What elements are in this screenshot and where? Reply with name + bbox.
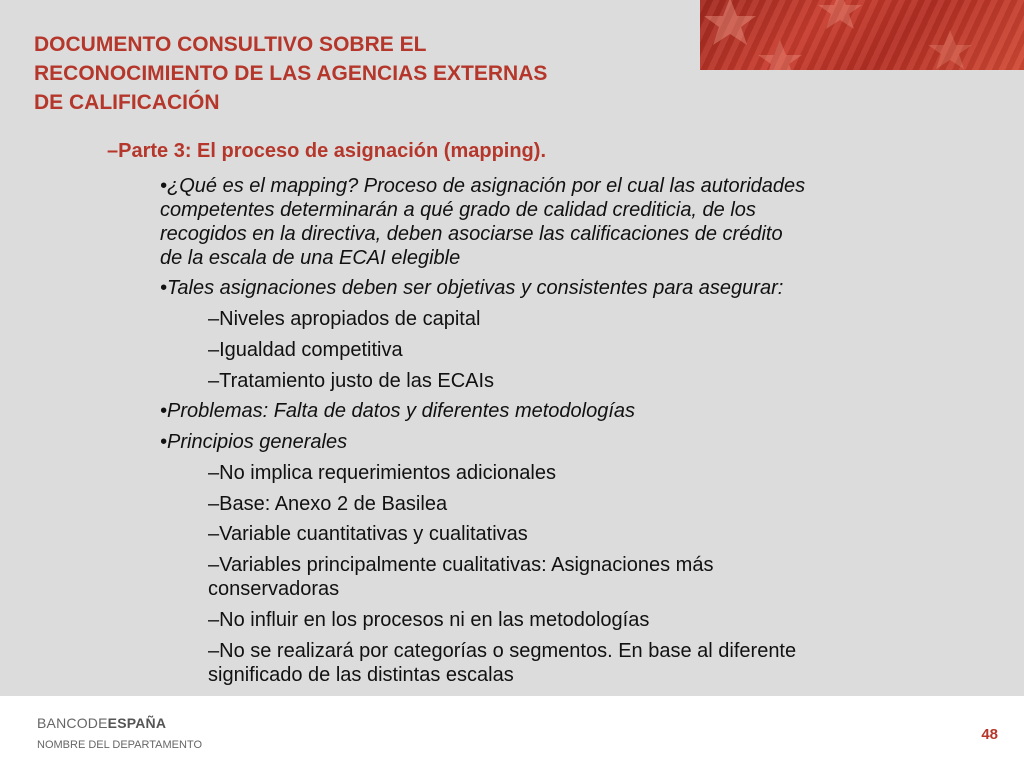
section-heading: –Parte 3: El proceso de asignación (mapping).: [107, 140, 546, 162]
sub-item: –Base: Anexo 2 de Basilea: [208, 493, 448, 515]
text-line: –No se realizará por categorías o segmentos. En base al diferente: [208, 640, 797, 662]
slide-title: [34, 30, 694, 117]
star-decoration-icon: [700, 0, 1024, 70]
text-line: competentes determinarán a qué grado de calidad crediticia, de los: [160, 199, 756, 221]
bullet-principles: •Principios generales: [160, 431, 348, 453]
flag-banner-image: [700, 0, 1024, 70]
sub-item: –Variable cuantitativas y cualitativas: [208, 523, 528, 545]
text-line: •¿Qué es el mapping? Proceso de asignación por el cual las autoridades: [160, 175, 806, 197]
title-line: RECONOCIMIENTO DE LAS AGENCIAS EXTERNAS: [34, 62, 548, 85]
text-line: conservadoras: [208, 578, 340, 600]
bullet-objectives: •Tales asignaciones deben ser objetivas y consistentes para asegurar:: [160, 277, 784, 299]
logo-text: DE: [87, 715, 108, 731]
text-line: –Variables principalmente cualitativas: Asignaciones más: [208, 554, 714, 576]
sub-item: –Niveles apropiados de capital: [208, 308, 481, 330]
logo-text: ESPAÑA: [107, 715, 167, 731]
bullet-problems: •Problemas: Falta de datos y diferentes metodologías: [160, 400, 636, 422]
bank-logo: [37, 715, 166, 731]
sub-item: –Tratamiento justo de las ECAIs: [208, 370, 495, 392]
sub-item: [208, 639, 988, 687]
sub-item: –No influir en los procesos ni en las metodologías: [208, 609, 650, 631]
text-line: de la escala de una ECAI elegible: [160, 247, 461, 269]
title-line: DOCUMENTO CONSULTIVO SOBRE EL: [34, 33, 427, 56]
text-line: recogidos en la directiva, deben asociarse las calificaciones de crédito: [160, 223, 783, 245]
department-name: NOMBRE DEL DEPARTAMENTO: [37, 739, 203, 751]
sub-item: –No implica requerimientos adicionales: [208, 462, 556, 484]
sub-item: [208, 553, 988, 601]
title-line: DE CALIFICACIÓN: [34, 91, 220, 114]
logo-text: BANCO: [37, 715, 88, 731]
text-line: significado de las distintas escalas: [208, 664, 514, 686]
bullet-mapping-definition: [160, 174, 990, 270]
sub-item: –Igualdad competitiva: [208, 339, 403, 361]
slide-footer: [0, 696, 1024, 768]
page-number: 48: [981, 726, 998, 743]
